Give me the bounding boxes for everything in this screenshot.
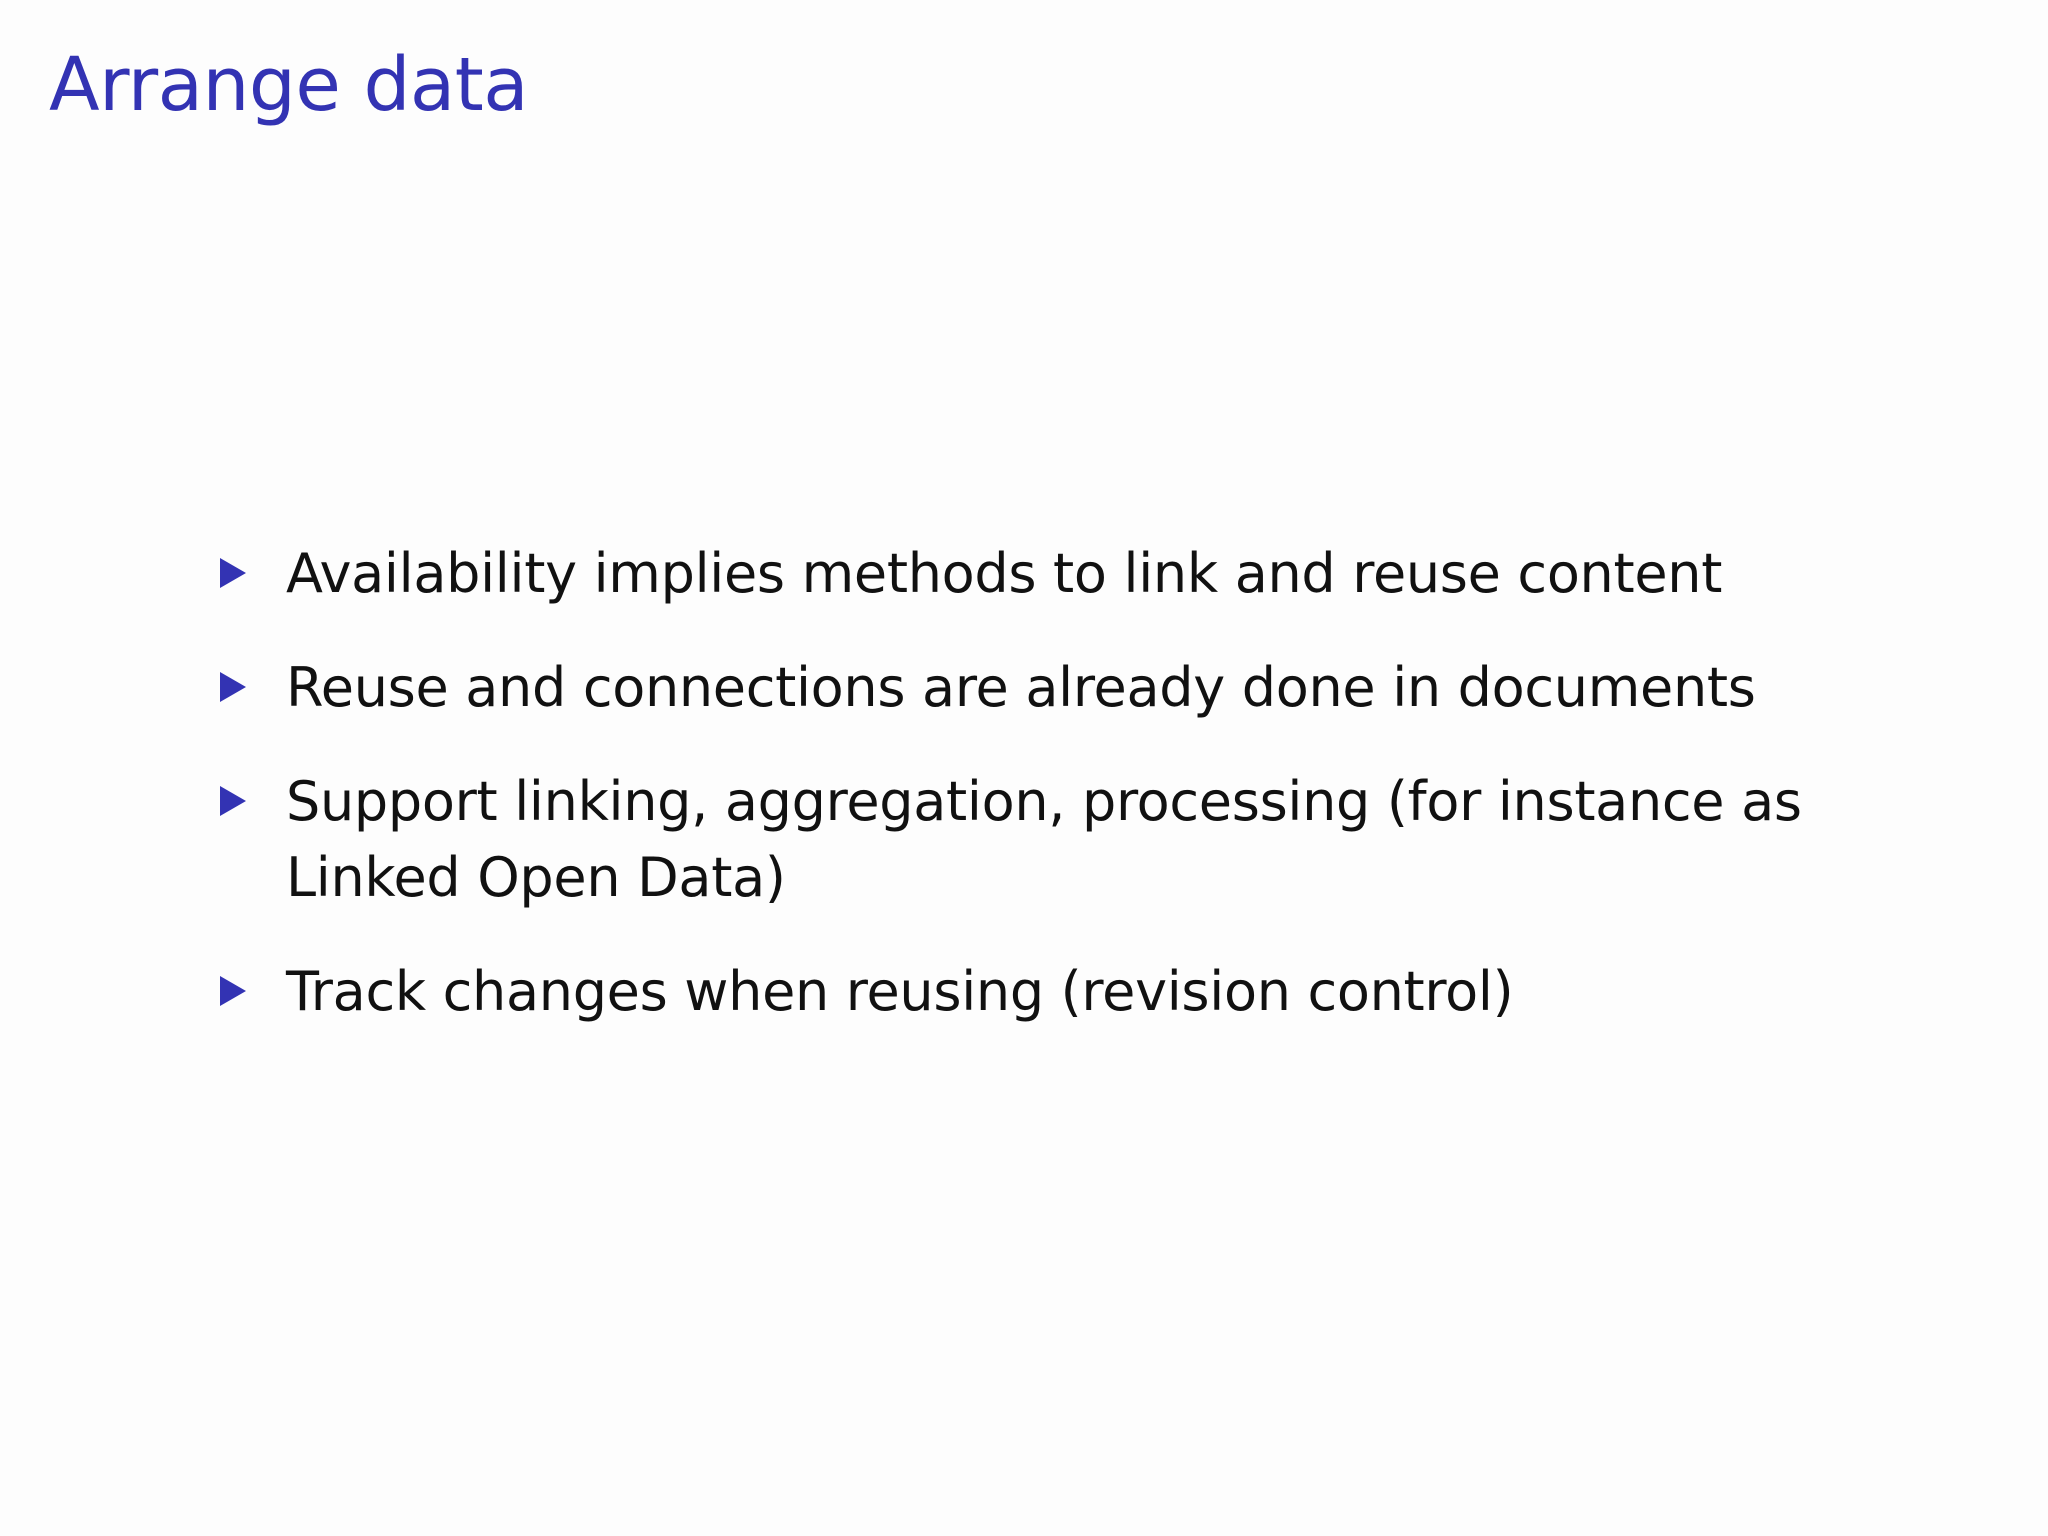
list-item [220, 650, 1820, 726]
list-item [220, 954, 1820, 1030]
list-item [220, 536, 1820, 612]
triangle-right-icon [220, 976, 246, 1006]
triangle-right-icon [220, 786, 246, 816]
bullet-text: Reuse and connections are already done in documents [286, 656, 1756, 719]
slide-title: Arrange data [49, 42, 529, 128]
triangle-right-icon [220, 558, 246, 588]
bullet-text: Availability implies methods to link and reuse content [286, 542, 1723, 605]
list-item [220, 764, 1820, 916]
bullet-text: Track changes when reusing (revision control) [286, 960, 1514, 1023]
bullet-text: Support linking, aggregation, processing (for instance as Linked Open Data) [286, 770, 1802, 909]
bullet-list [220, 536, 1820, 1068]
triangle-right-icon [220, 672, 246, 702]
